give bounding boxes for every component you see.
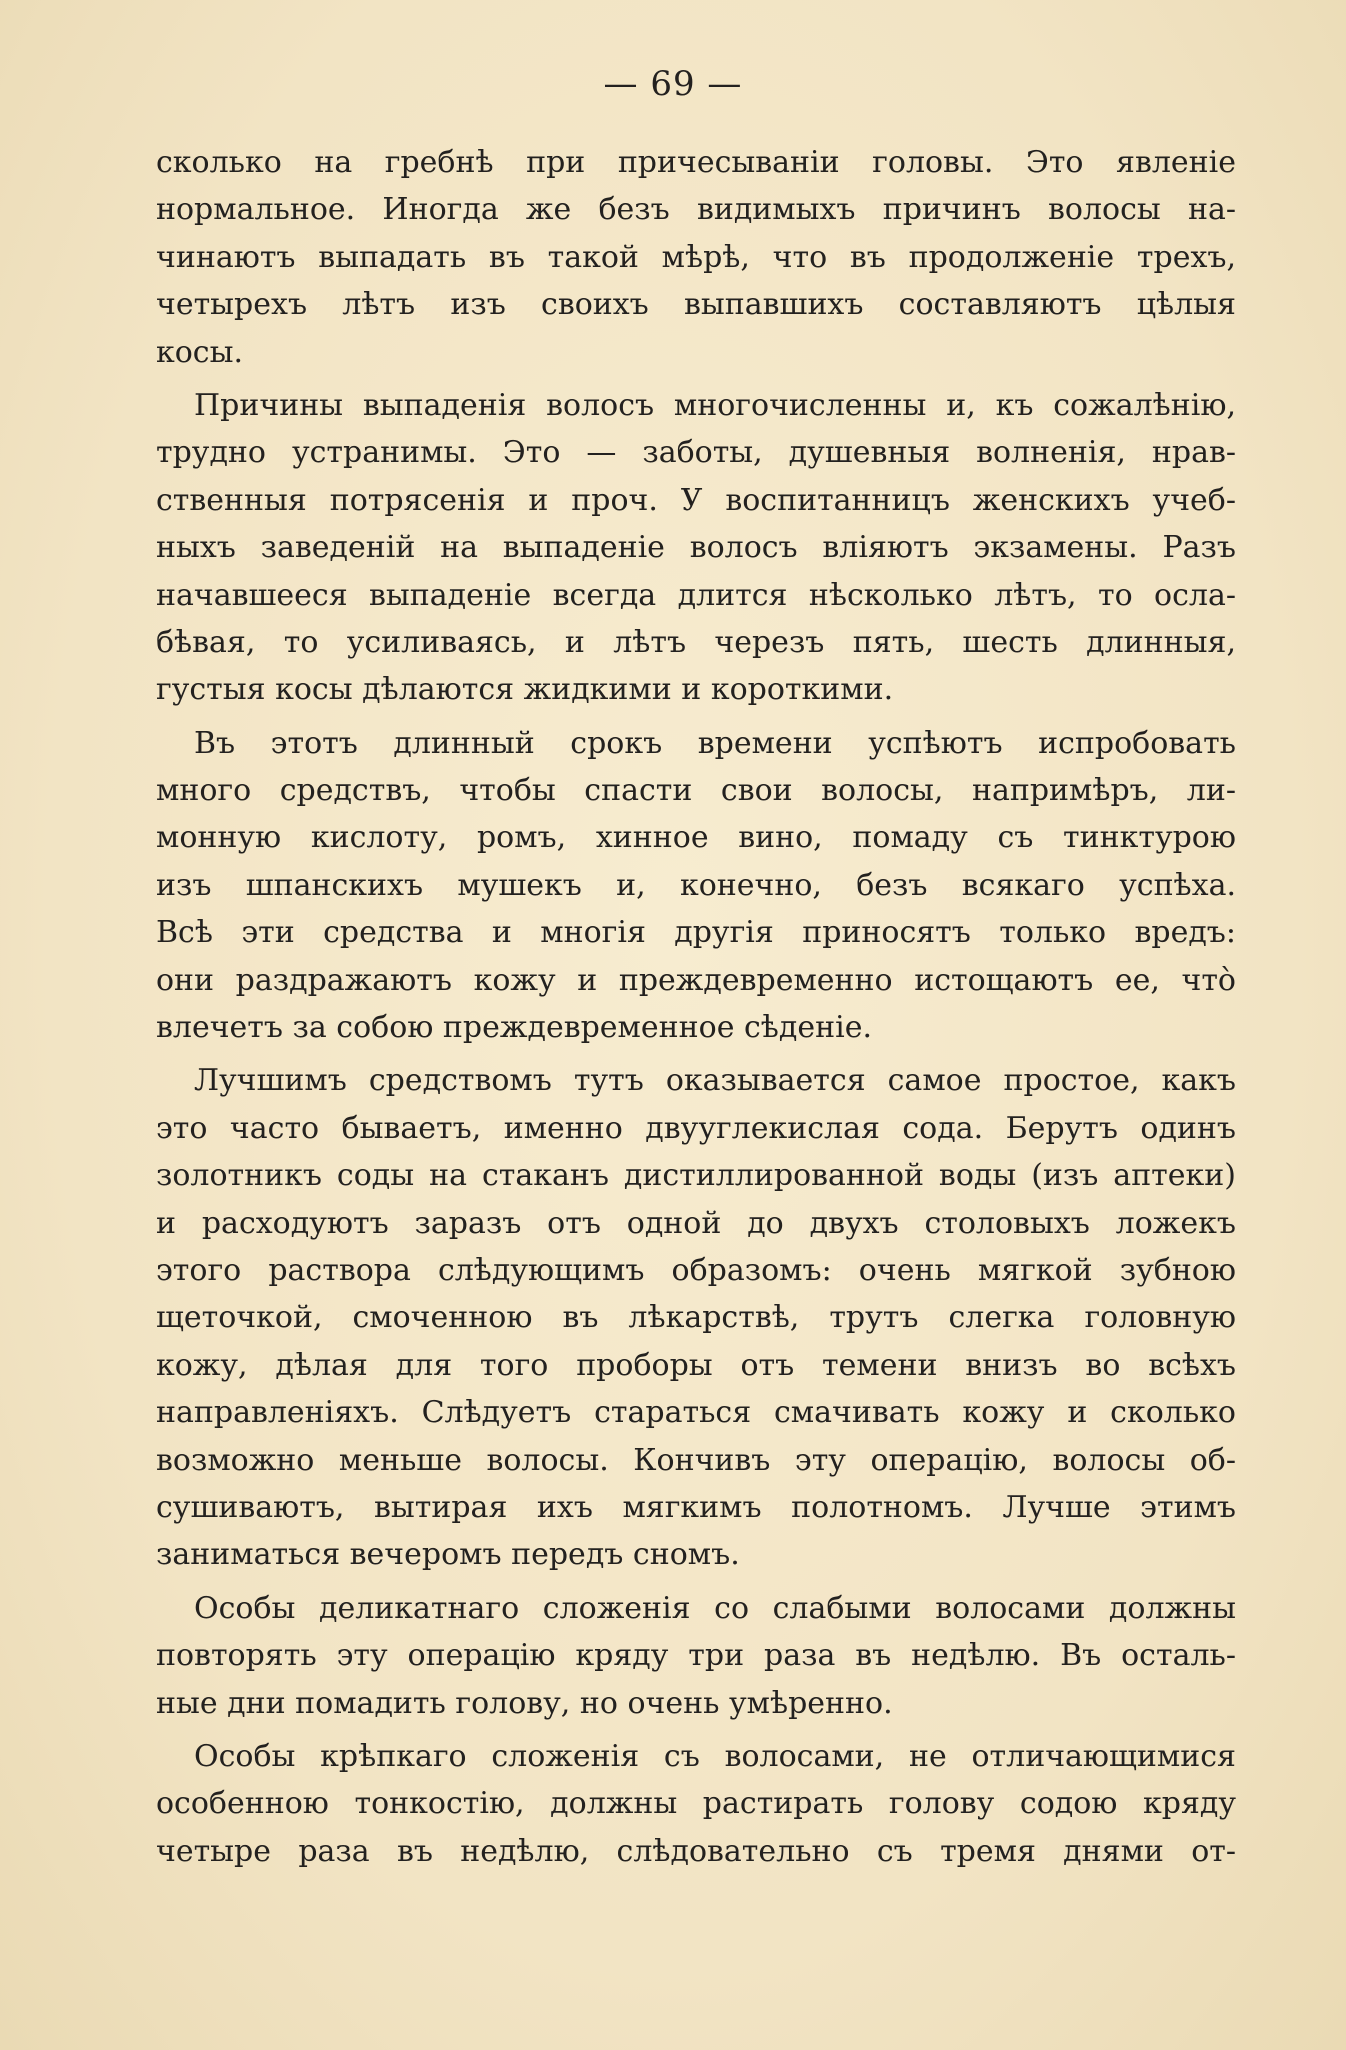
paragraph [156, 139, 1236, 376]
text-line: заниматься вечеромъ передъ сномъ. [156, 1537, 740, 1573]
text-line: Всѣ эти средства и многiя другiя приносятъ только вредъ: [156, 915, 1236, 951]
text-line: это часто бываетъ, именно двууглекислая сода. Берутъ одинъ [156, 1110, 1236, 1146]
text-line: ныхъ заведенiй на выпаденiе волосъ влiяютъ экзамены. Разъ [156, 530, 1236, 566]
text-line: возможно меньше волосы. Кончивъ эту операцiю, волосы об- [156, 1442, 1236, 1478]
text-line: золотникъ соды на стаканъ дистиллированной воды (изъ аптеки) [156, 1158, 1236, 1194]
text-line: четыре раза въ недѣлю, слѣдовательно съ тремя днями от- [156, 1833, 1236, 1869]
text-line: Особы крѣпкаго сложенiя съ волосами, не отличающимися [194, 1738, 1236, 1774]
text-line: Въ этотъ длинный срокъ времени успѣютъ испробовать [194, 725, 1236, 761]
text-line: направленiяхъ. Слѣдуетъ стараться смачивать кожу и сколько [156, 1395, 1236, 1431]
text-line: этого раствора слѣдующимъ образомъ: очень мягкой зубною [156, 1252, 1236, 1288]
text-line: изъ шпанскихъ мушекъ и, конечно, безъ всякаго успѣха. [156, 867, 1236, 903]
paragraph [156, 1585, 1236, 1727]
text-line: они раздражаютъ кожу и преждевременно истощаютъ ее, что̀ [156, 962, 1236, 998]
text-line: Причины выпаденiя волосъ многочисленны и, къ сожалѣнiю, [194, 387, 1236, 423]
text-line: четырехъ лѣтъ изъ своихъ выпавшихъ составляютъ цѣлыя [156, 287, 1236, 323]
text-line: кожу, дѣлая для того проборы отъ темени внизъ во всѣхъ [156, 1347, 1236, 1383]
text-line: повторять эту операцiю кряду три раза въ недѣлю. Въ осталь- [156, 1638, 1236, 1674]
text-line: много средствъ, чтобы спасти свои волосы, напримѣръ, ли- [156, 773, 1236, 809]
text-line: густыя косы дѣлаются жидкими и короткими. [156, 672, 894, 708]
paragraph [156, 382, 1236, 714]
text-line: сушиваютъ, вытирая ихъ мягкимъ полотномъ. Лучше этимъ [156, 1489, 1236, 1525]
text-line: косы. [156, 334, 244, 370]
text-line: влечетъ за собою преждевременное сѣденiе. [156, 1010, 872, 1046]
text-line: бѣвая, то усиливаясь, и лѣтъ черезъ пять, шесть длинныя, [156, 624, 1236, 660]
text-line: трудно устранимы. Это — заботы, душевныя волненiя, нрав- [156, 435, 1236, 471]
text-line: Лучшимъ средствомъ тутъ оказывается самое простое, какъ [194, 1063, 1236, 1099]
body-text [156, 139, 1236, 1881]
text-line: начавшееся выпаденiе всегда длится нѣсколько лѣтъ, то осла- [156, 577, 1236, 613]
text-line: монную кислоту, ромъ, хинное вино, помаду съ тинктурою [156, 820, 1236, 856]
text-line: Особы деликатнаго сложенiя со слабыми волосами должны [194, 1590, 1236, 1626]
paragraph [156, 720, 1236, 1052]
text-line: нормальное. Иногда же безъ видимыхъ причинъ волосы на- [156, 192, 1236, 228]
page-number: — 69 — [603, 64, 743, 104]
text-line: сколько на гребнѣ при причесыванiи головы. Это явленiе [156, 145, 1236, 180]
text-line: ные дни помадить голову, но очень умѣренно. [156, 1685, 893, 1721]
text-line: щеточкой, смоченною въ лѣкарствѣ, трутъ слегка головную [156, 1300, 1236, 1336]
text-line: особенною тонкостiю, должны растирать голову содою кряду [156, 1786, 1236, 1822]
paragraph [156, 1057, 1236, 1578]
paragraph [156, 1733, 1236, 1875]
text-line: ственныя потрясенiя и проч. У воспитанницъ женскихъ учеб- [156, 482, 1236, 518]
text-line: чинаютъ выпадать въ такой мѣрѣ, что въ продолженiе трехъ, [156, 239, 1236, 275]
text-line: и расходуютъ заразъ отъ одной до двухъ столовыхъ ложекъ [156, 1205, 1236, 1241]
